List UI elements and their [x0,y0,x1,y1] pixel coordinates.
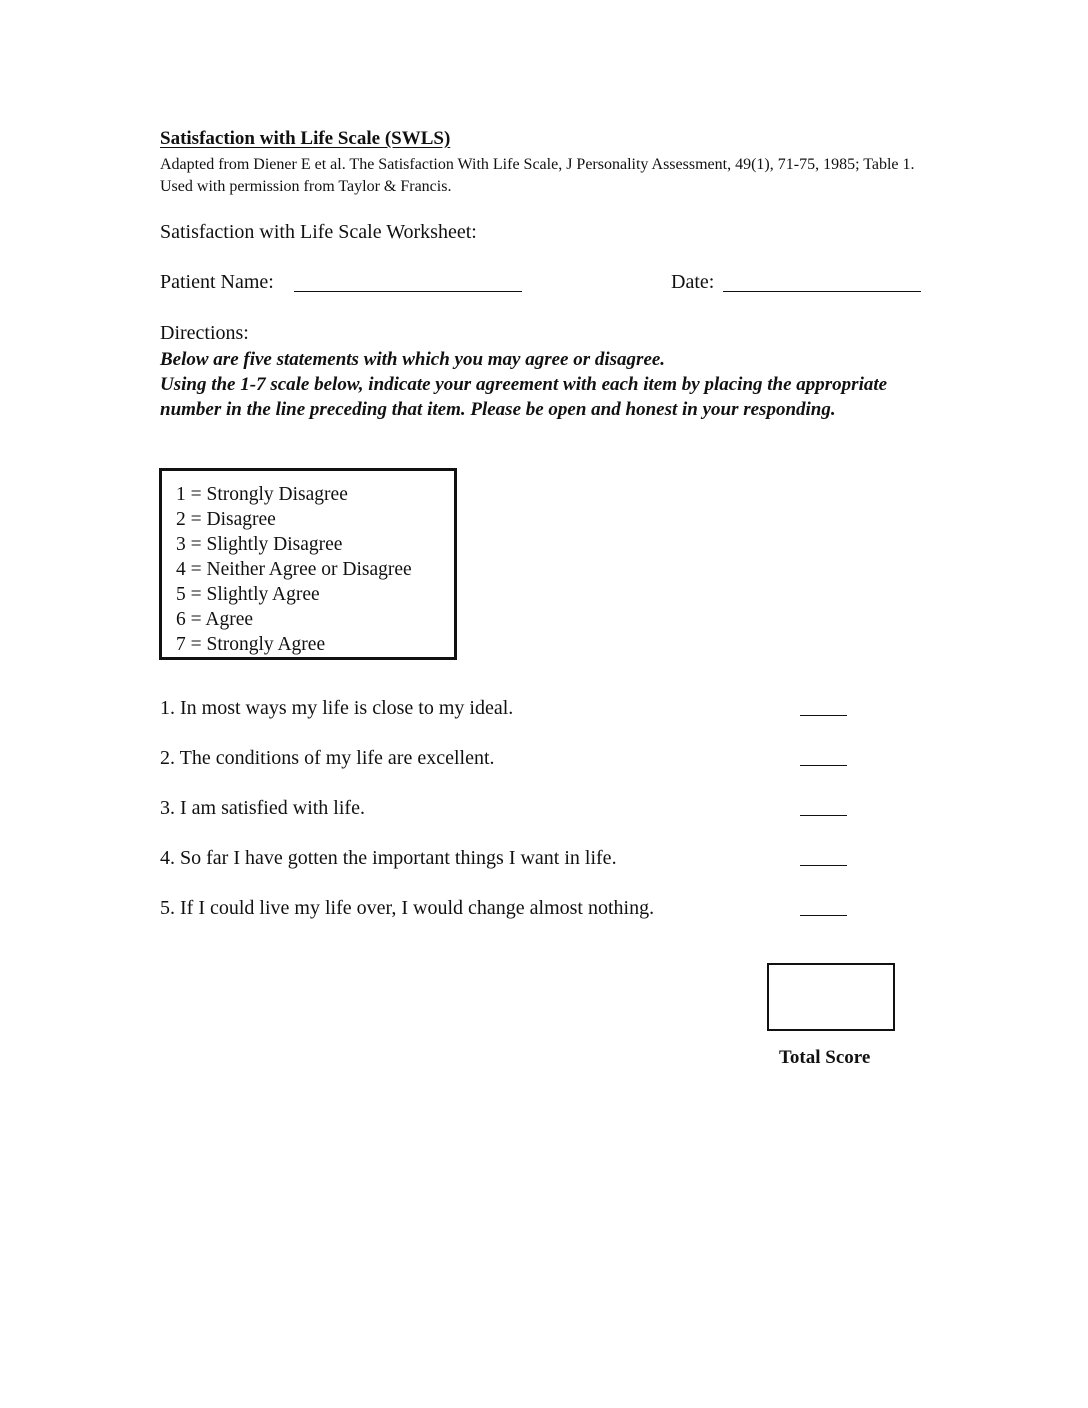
scale-option-3: 3 = Slightly Disagree [176,534,343,555]
statement-item-1 [160,697,860,727]
statement-text-2: 2. The conditions of my life are excellent. [160,747,495,769]
answer-blank-4[interactable] [800,865,847,866]
directions-line-1: Below are five statements with which you may agree or disagree. [160,349,666,370]
answer-blank-5[interactable] [800,915,847,916]
statement-item-2 [160,747,860,777]
patient-name-label: Patient Name: [160,271,274,293]
date-field[interactable] [723,291,921,292]
scale-option-7: 7 = Strongly Agree [176,634,326,655]
scale-option-1: 1 = Strongly Disagree [176,484,348,505]
answer-blank-2[interactable] [800,765,847,766]
statement-text-5: 5. If I could live my life over, I would change almost nothing. [160,897,655,919]
statement-text-1: 1. In most ways my life is close to my ideal. [160,697,514,719]
statement-text-3: 3. I am satisfied with life. [160,797,365,819]
scale-option-5: 5 = Slightly Agree [176,584,320,605]
worksheet-title: Satisfaction with Life Scale Worksheet: [160,221,477,243]
answer-blank-1[interactable] [800,715,847,716]
scale-option-4: 4 = Neither Agree or Disagree [176,559,412,580]
statement-item-3 [160,797,860,827]
directions-text [160,347,930,422]
scale-legend-box [159,468,457,660]
scale-option-2: 2 = Disagree [176,509,276,530]
statement-text-4: 4. So far I have gotten the important things I want in life. [160,847,617,869]
citation-text: Adapted from Diener E et al. The Satisfaction With Life Scale, J Personality Assessment, 49(1), 71-75, 1985; Table 1. Used with permission from Taylor & Francis. [160,156,915,195]
total-score-label: Total Score [779,1047,871,1068]
statement-item-5 [160,897,860,927]
scale-option-6: 6 = Agree [176,609,254,630]
scale-legend-list [176,482,412,657]
directions-line-2: Using the 1-7 scale below, indicate your agreement with each item by placing the appropriate number in the line preceding that item. Please be open and honest in your responding. [160,374,888,420]
date-label: Date: [671,271,715,293]
directions-label: Directions: [160,322,249,344]
total-score-box[interactable] [767,963,895,1031]
statement-item-4 [160,847,860,877]
page-title: Satisfaction with Life Scale (SWLS) [160,128,451,149]
answer-blank-3[interactable] [800,815,847,816]
patient-name-field[interactable] [294,291,522,292]
